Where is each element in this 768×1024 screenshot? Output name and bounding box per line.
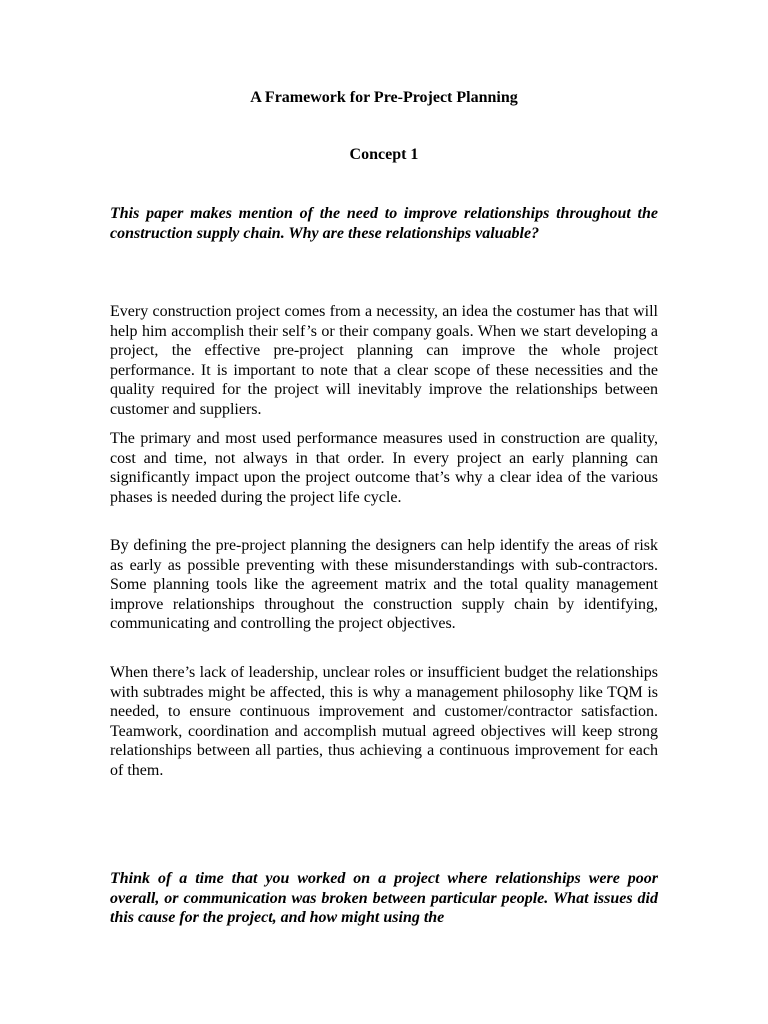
question-2: Think of a time that you worked on a project where relationships were poor overall, or communication was broken between particular people. What issues did this cause for the project, and how might using the bbox=[110, 870, 658, 927]
question-1: This paper makes mention of the need to improve relationships throughout the construction supply chain. Why are these relationships valuable? bbox=[110, 205, 658, 242]
concept-heading: Concept 1 bbox=[349, 146, 419, 163]
paragraph-1: Every construction project comes from a necessity, an idea the costumer has that will help him accomplish their self’s or their company goals. When we start developing a project, the effective pre-project planning can improve the whole project performance. It is important to note that a clear scope of these necessities and the quality required for the project will inevitably improve the relationships between customer and suppliers. bbox=[110, 303, 658, 418]
paragraph-3: By defining the pre-project planning the designers can help identify the areas of risk as early as possible preventing with these misunderstandings with sub-contractors. Some planning tools like the agreement matrix and the total quality management improve relationships throughout the construction supply chain by identifying, communicating and controlling the project objectives. bbox=[110, 537, 658, 633]
paragraph-2: The primary and most used performance measures used in construction are quality, cost and time, not always in that order. In every project an early planning can significantly impact upon the project outcome that’s why a clear idea of the various phases is needed during the project life cycle. bbox=[110, 430, 658, 506]
paragraph-4: When there’s lack of leadership, unclear roles or insufficient budget the relationships with subtrades might be affected, this is why a management philosophy like TQM is needed, to ensure continuous improvement and customer/contractor satisfaction. Teamwork, coordination and accomplish mutual agreed objectives will keep strong relationships between all parties, thus achieving a continuous improvement for each of them. bbox=[110, 664, 658, 779]
document-title: A Framework for Pre-Project Planning bbox=[250, 89, 518, 106]
